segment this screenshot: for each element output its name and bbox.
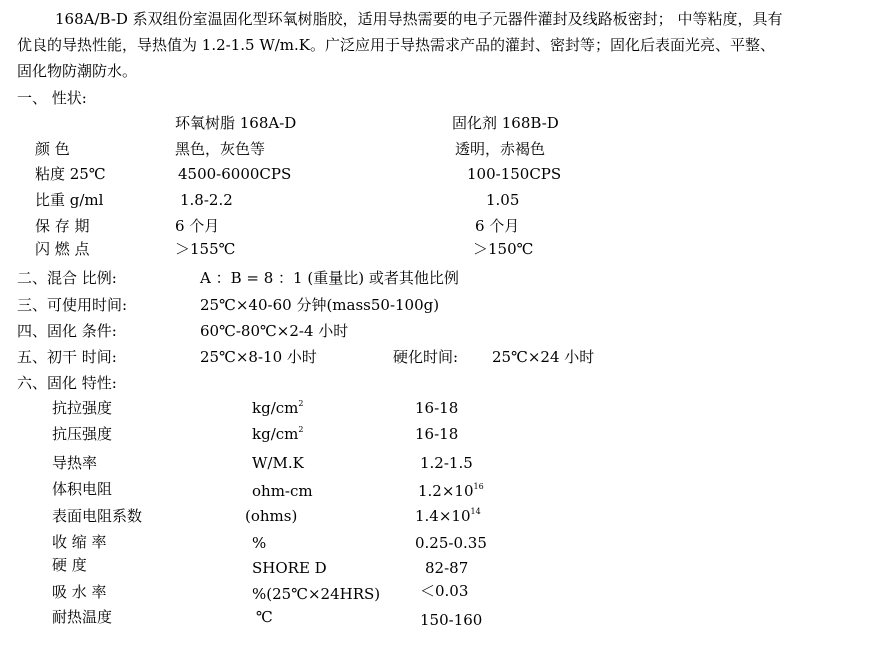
prop-value-b: 透明，赤褐色 bbox=[455, 140, 546, 158]
col-b-header: 固化剂 168B-D bbox=[452, 114, 559, 132]
prop-value-b: 6 个月 bbox=[475, 217, 520, 235]
cured-prop-unit: $kg/cm^2$ bbox=[252, 399, 304, 417]
prop-value-b: ＞150℃ bbox=[473, 240, 534, 258]
cured-prop-unit: ohm-cm bbox=[252, 482, 313, 500]
cured-prop-name: 收 缩 率 bbox=[52, 533, 107, 551]
section1-heading: 一、 性状: bbox=[17, 89, 87, 107]
intro-line-3: 固化物防潮防水。 bbox=[17, 62, 138, 80]
prop-value-b: 100-150CPS bbox=[467, 165, 562, 183]
cured-prop-name: 抗拉强度 bbox=[52, 399, 113, 417]
intro-line-2: 优良的导热性能，导热值为 1.2-1.5 W/m.K。广泛应用于导热需求产品的灌封、密封等；固化后表面光亮、平整、 bbox=[17, 36, 775, 54]
cured-prop-unit: $kg/cm^2$ bbox=[252, 425, 304, 443]
cured-prop-name: 耐热温度 bbox=[52, 608, 113, 626]
section3-label: 三、可使用时间: bbox=[17, 296, 128, 314]
cured-prop-unit: % bbox=[252, 534, 267, 552]
cured-prop-unit: ℃ bbox=[256, 608, 273, 626]
cured-prop-name: 硬 度 bbox=[52, 556, 87, 574]
cured-prop-value: 150-160 bbox=[420, 611, 483, 629]
section3-value: 25℃×40-60 分钟(mass50-100g) bbox=[200, 296, 440, 314]
cured-prop-value: ＜0.03 bbox=[420, 582, 469, 600]
section6-heading: 六、固化 特性: bbox=[17, 374, 117, 392]
cured-prop-unit: SHORE D bbox=[252, 559, 327, 577]
section5-label: 五、初干 时间: bbox=[17, 348, 117, 366]
section5-value-2: 25℃×24 小时 bbox=[492, 348, 595, 366]
prop-label: 闪 燃 点 bbox=[35, 240, 90, 258]
prop-value-a: 黑色，灰色等 bbox=[175, 140, 266, 158]
section4-label: 四、固化 条件: bbox=[17, 322, 117, 340]
cured-prop-name: 表面电阻系数 bbox=[52, 507, 143, 525]
prop-label: 比重 g/ml bbox=[35, 191, 104, 209]
section2-label: 二、混合 比例: bbox=[17, 269, 117, 287]
cured-prop-value: 16-18 bbox=[415, 399, 459, 417]
cured-prop-value: $1.2\times 10^{16}$ bbox=[418, 482, 484, 500]
cured-prop-value: $1.4\times 10^{14}$ bbox=[415, 507, 481, 525]
cured-prop-unit: W/M.K bbox=[252, 454, 304, 472]
prop-label: 粘度 25℃ bbox=[35, 165, 106, 183]
intro-line-1: 168A/B-D 系双组份室温固化型环氧树脂胶，适用导热需要的电子元器件灌封及线路板密封； 中等粘度，具有 bbox=[55, 10, 783, 28]
cured-prop-unit: (ohms) bbox=[245, 507, 298, 525]
prop-value-a: 1.8-2.2 bbox=[180, 191, 233, 209]
section2-value: A ：B = 8 ：1 (重量比) 或者其他比例 bbox=[200, 269, 459, 287]
prop-label: 颜 色 bbox=[35, 140, 70, 158]
cured-prop-name: 吸 水 率 bbox=[52, 583, 107, 601]
cured-prop-value: 0.25-0.35 bbox=[415, 534, 487, 552]
section5-label-2: 硬化时间: bbox=[393, 348, 459, 366]
cured-prop-value: 82-87 bbox=[425, 559, 469, 577]
col-a-header: 环氧树脂 168A-D bbox=[175, 114, 297, 132]
prop-value-a: 6 个月 bbox=[175, 217, 220, 235]
prop-value-a: ＞155℃ bbox=[175, 240, 236, 258]
prop-label: 保 存 期 bbox=[35, 217, 90, 235]
cured-prop-name: 体积电阻 bbox=[52, 480, 113, 498]
cured-prop-value: 1.2-1.5 bbox=[420, 454, 473, 472]
section4-value: 60℃-80℃×2-4 小时 bbox=[200, 322, 349, 340]
prop-value-b: 1.05 bbox=[486, 191, 520, 209]
cured-prop-name: 导热率 bbox=[52, 454, 98, 472]
cured-prop-unit: %(25℃×24HRS) bbox=[252, 585, 381, 603]
cured-prop-value: 16-18 bbox=[415, 425, 459, 443]
prop-value-a: 4500-6000CPS bbox=[178, 165, 292, 183]
cured-prop-name: 抗压强度 bbox=[52, 425, 113, 443]
section5-value: 25℃×8-10 小时 bbox=[200, 348, 317, 366]
